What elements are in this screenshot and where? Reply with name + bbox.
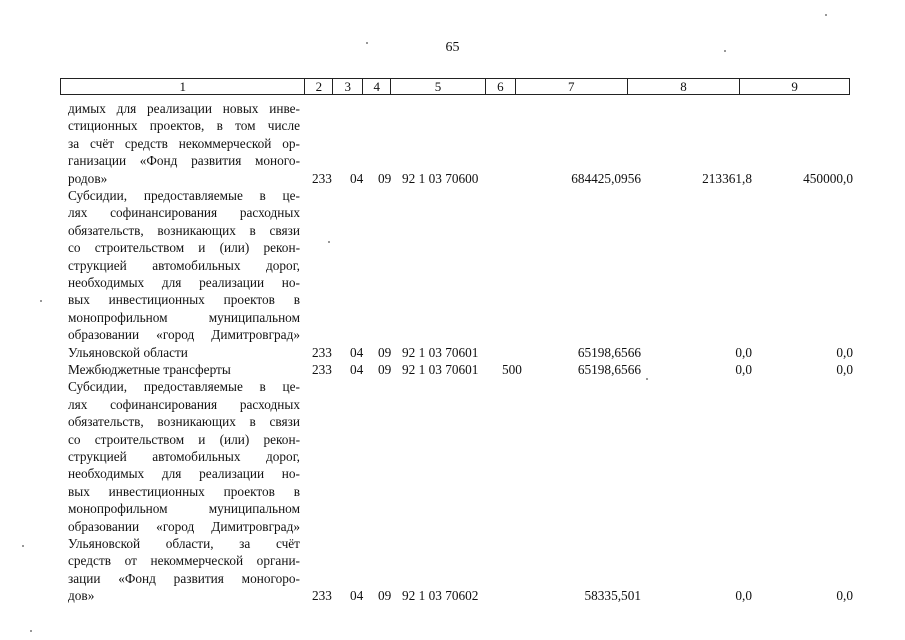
description-line: вых инвестиционных проектов в [68,483,300,499]
cell-c8: 213361,8 [702,170,752,186]
cell-c4: 09 [378,588,392,604]
scan-speck [646,378,648,380]
description-line: дов» [68,588,95,604]
cell-c5: 92 1 03 70600 [402,170,479,186]
table-row [0,587,905,604]
table-header [60,78,850,95]
cell-c9: 0,0 [836,362,853,377]
cell-c7: 65198,6566 [577,362,641,377]
cell-c5: 92 1 03 70602 [402,588,479,604]
description-line: Ульяновской области, за счёт [68,536,300,552]
header-col-2: 2 [305,79,333,94]
cell-c2: 233 [312,170,332,186]
page-number: 65 [445,40,460,55]
cell-c5: 92 1 03 70601 [402,344,479,360]
cell-c9: 450000,0 [803,170,853,186]
description-line: средств от некоммерческой органи- [68,553,300,569]
description-line: стиционных проектов, в том числе [68,118,300,134]
description-line: вых инвестиционных проектов в [68,292,300,308]
cell-c9: 0,0 [836,344,853,360]
cell-c6: 500 [502,362,522,377]
table-row [0,361,905,378]
cell-c3: 04 [350,362,364,377]
cell-c4: 09 [378,170,392,186]
table-row [0,170,905,187]
cell-c5: 92 1 03 70601 [402,362,479,377]
row-description [68,378,300,604]
description-line: необходимых для реализации но- [68,466,300,482]
cell-c8: 0,0 [735,588,752,604]
header-col-9: 9 [791,79,798,94]
header-col-6: 6 [486,79,516,94]
cell-c7: 684425,0956 [571,170,641,186]
cell-c9: 0,0 [836,588,853,604]
header-col-4: 4 [363,79,391,94]
cell-c3: 04 [350,588,364,604]
description-line: Субсидии, предоставляемые в це- [68,379,300,395]
cell-c3: 04 [350,344,364,360]
description-line: димых для реализации новых инве- [68,101,300,116]
header-col-3: 3 [333,79,363,94]
description-line: обязательств, возникающих в связи [68,222,300,238]
scan-speck [724,50,726,52]
scan-speck [328,241,330,243]
description-line: монопрофильном муниципальном [68,501,300,517]
scan-speck [366,42,368,44]
description-line: струкцией автомобильных дорог, [68,257,300,273]
description-line: лях софинансирования расходных [68,396,300,412]
cell-c7: 58335,501 [584,588,641,604]
cell-c7: 65198,6566 [577,344,641,360]
description-line: Межбюджетные трансферты [68,362,231,377]
description-line: Ульяновской области [68,344,188,360]
header-col-8: 8 [628,79,741,94]
description-line: зации «Фонд развития моногоро- [68,570,300,586]
description-line: образовании «город Димитровград» [68,518,300,534]
table-row [0,344,905,361]
description-line: со строительством и (или) рекон- [68,431,300,447]
scan-speck [22,545,24,547]
cell-c4: 09 [378,362,392,377]
scan-speck [825,14,827,16]
cell-c2: 233 [312,588,332,604]
header-col-7: 7 [516,79,628,94]
scan-speck [40,300,42,302]
cell-c2: 233 [312,344,332,360]
description-line: родов» [68,170,108,186]
cell-c2: 233 [312,362,332,377]
row-description [68,187,300,361]
description-line: со строительством и (или) рекон- [68,240,300,256]
header-col-1: 1 [61,79,305,94]
description-line: струкцией автомобильных дорог, [68,449,300,465]
description-line: ганизации «Фонд развития моного- [68,153,300,169]
description-line: монопрофильном муниципальном [68,309,300,325]
cell-c8: 0,0 [735,362,752,377]
description-line: лях софинансирования расходных [68,205,300,221]
cell-c3: 04 [350,170,364,186]
description-line: образовании «город Димитровград» [68,327,300,343]
description-line: Субсидии, предоставляемые в це- [68,188,300,203]
header-col-5: 5 [391,79,486,94]
description-line: обязательств, возникающих в связи [68,414,300,430]
description-line: необходимых для реализации но- [68,275,300,291]
scan-speck [30,630,32,632]
description-line: за счёт средств некоммерческой ор- [68,135,300,151]
cell-c4: 09 [378,344,392,360]
cell-c8: 0,0 [735,344,752,360]
